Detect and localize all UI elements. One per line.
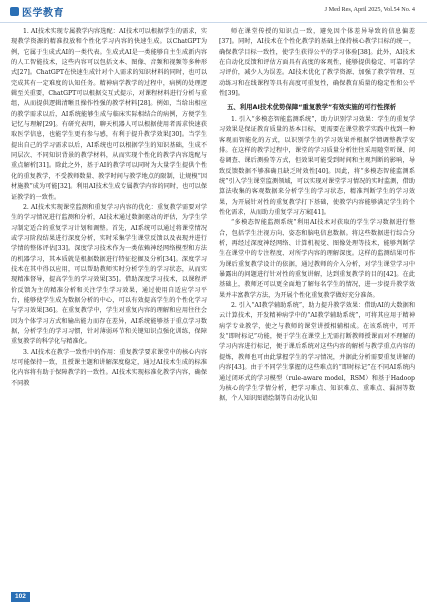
page-header	[0, 0, 427, 23]
paragraph-teaching-assist: 2. 引入“AI教学辅助系统”，助力提升教学效果：借助AI的大数据和云计算技术，开发精神病学中的“AI教学辅助系统”，可将其应用于精神病学专业教学，使之与教师的课堂讲授相辅相成。在该系统中，可开发“即时标记”功能，便于学生在课堂上无需打断教师授课而对不理解的学习内容进行标记，便于课后系统对这些内容的解析与教学重点内容的提炼，教师也可由此掌握学生的学习情况，并据此分析需要重复讲解的内容[43]。由于不同学生掌握的这些难点的“即时标记”在不同AI系统内通过闭环式的学习模型（rule-aware model，RSM）和基于Hadoop为核心的学生学情分析，把学习难点、知识难点、重难点、漏洞等数据，个人知识图谱绘制等自动化认知	[219, 302, 415, 403]
journal-reference: J Med Res, April 2025, Vol.54 No. 4	[324, 6, 415, 13]
brand-logo-icon	[10, 7, 19, 16]
section-brand	[10, 3, 64, 19]
page-number: 102	[11, 592, 30, 602]
paragraph-ai-monitoring: 2. AI技术实现课堂监测和重复学习内容的优化：重复教学需要对学生的学习情况进行监测和分析，AI技术通过数据驱动的评估，为学生学习制定适合的重复学习计划和调整。首先，AI系统可以通过将课堂情况或学习阶段结果进行深度分析，实时采集学生课堂反馈以及表现并进行学情的整体评估[33]。深度学习技术作为一类依赖神经网络模型和方法的机器学习，其本质就是根据数据进行特征挖掘及分析[34]。深度学习技术在其中得以应用，可以帮助教师实时分析学生的学习状态，从而实现精准督导，提高学生的学习效果[35]。借助深度学习技术，以课程评价反馈为主的精准分析和关注学生学习效果，通过使用自适应学习平台，能够使学生成为数据分析的中心，可以有效提高学生的个性化学习与学习效果[36]。在重复教学中，学生对重复内容的理解和应用往往会因为个体学习方式和输出能力而存在差异，AI系统能够基于重点学习数据，分析学生的学习习惯，针对薄弱环节和关键知识点强化训练，保障重复教学的科学化与精准化。	[11, 203, 207, 346]
section-brand-label: 医学教育	[22, 7, 64, 19]
left-column	[11, 27, 207, 389]
paragraph-continuation: 师在课堂传授的知识点一致，避免因个体差异导致的信息偏差[37]。同时，AI技术在个性化教学的基础上保持核心教学目标的统一，确保教学目标一致性，使学生获得公平的学习体验[38]。此外，AI技术在自动化反馈和评估方面具有高度的客观性，能够提供稳定、可靠的学习评价，减少人为误差。AI技术优化了教学资源、加强了教学管理、互动练习和在线课程等具有高度可重复性，确保教育质量的稳定性和公平性[39]。	[219, 28, 415, 98]
paragraph-ai-consistency: 3. AI技术在教学一致性中的作用：重复教学要求课堂中的核心内容尽可能保持一致，且授课主题和讲解深度稳定，通过AI技术生成的标准化内容将有助于保障教学的一致性。AI技术实现标准化教学内容，确保不同教	[11, 348, 207, 387]
section-heading: 五、利用AI技术优势保障“重复教学”有效实施的可行性探析	[227, 103, 397, 112]
paragraph-ai-content: 1. AI技术实现专属教学内容选配：AI技术可以根据学生的需求，实现教学资源的精准投放和个性化学习内容的快速生成。以ChatGPT为例，它属于生成式AI的一类代表。生成式AI是一类能够自主生成新内容的人工智能技术，这些内容可以包括文本、图像、音频和视频等多种形式[27]。ChatGPT在快速生成针对个人需求的知识材料的同时，也可以完成其有一定难度的认知任务。精神病学教学的过程中，病例的处理逻辑至关重要，ChatGPT可以根据交互式提示，对课程材料进行分析与重组，从而提供逻辑清晰且操作性强的教学材料[28]。例如，当给出相应的教学需求以后，AI系统能够生成与临床实际相结合的病例，方便学生记忆与理解[29]。有研究表明，聊天机器人可以根据使用者需求快速获取医学信息，也能学生更有参与感，有利于提升教学效果[30]。当学生提出自己的学习需求以后，AI系统也可以根据学生的知识基础，生成不同层次、不同知识背景的教学材料，从而实现个性化的教学内容选配与重点解析[31]。除此之外，基于AI的教学可以同时为大量学生提供个性化的重复教学，不受教师数量、教学时间与教学地点的限制，让规模“因材施教”成为可能[32]。利用AI技术生成专属教学内容的同时，也可以保证教学的一致性。	[11, 28, 207, 201]
right-column	[219, 27, 415, 405]
paragraph-multimodal-intro: 1. 引入“多模态智能监测系统”，助力识别学习效果：学生的重复学习效果是保证教育质量的基本目标，更需要在课堂教学实践中找到一种客观而智能化的方式，以识别学生的学习效果并根据学情调整教学安排。在这样的教学过程中，课堂的学习质量分析往往采用随堂听课、问卷调查、课后测验等方式，但效果可能受到时间和主观判断的影响，导致反馈数据不够准确且缺乏时效性[40]。因此，将“多模态智能监测系统”引入学生课堂监测领域，可以实现对课堂学习情况的实时监测，借助算法收集的客观数据来分析学生的学习状态，精准判断学生的学习效果，为开展针对性的重复教学打下基础，使教学内容能够满足学生的个性化需求，从而助力重复学习方案[41]。	[219, 115, 415, 216]
paragraph-multimodal-detail: “多模态智能监测系统”利用AI技术对获取的学生学习数据进行整合，包括学生注视方向、姿态和脑电信息数据。将这些数据进行综合分析，再经过深度神经网络、计算机视觉、图像处理等技术，能够判断学生在课堂中的专注程度、对所学内容的理解深度。这样的监测结果可作为课后重复教学设计的依据，通过教师的介入分析，对学生课堂学习中暴露出的问题进行针对性的重复讲解，达到重复教学的目的[42]。在此基础上，教师还可以更全面地了解每名学生的情况，进一步提升教学效果并丰富教学方法，为开展个性化重复教学做好充分准备。	[219, 219, 415, 299]
